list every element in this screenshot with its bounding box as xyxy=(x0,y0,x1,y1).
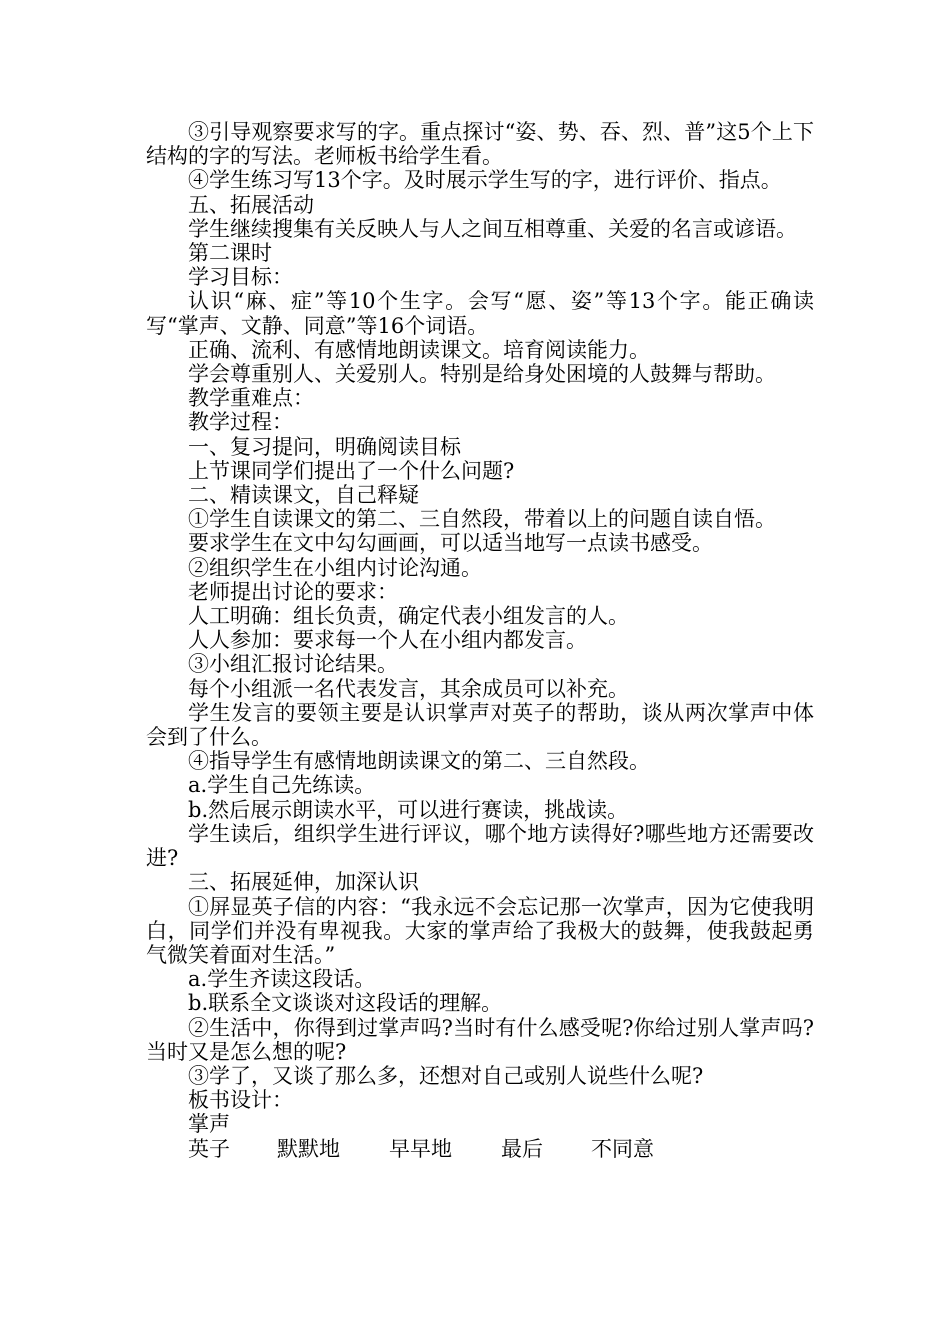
paragraph: ②组织学生在小组内讨论沟通。 xyxy=(188,555,482,580)
paragraph: 学生继续搜集有关反映人与人之间互相尊重、关爱的名言或谚语。 xyxy=(188,216,797,241)
paragraph: ④学生练习写13个字。及时展示学生写的字，进行评价、指点。 xyxy=(188,168,782,193)
board-item: 早早地 xyxy=(389,1136,452,1161)
paragraph: 上节课同学们提出了一个什么问题? xyxy=(188,458,515,483)
paragraph: 要求学生在文中勾勾画画，可以适当地写一点读书感受。 xyxy=(188,531,713,556)
board-item: 不同意 xyxy=(591,1136,654,1161)
paragraph: 老师提出讨论的要求： xyxy=(188,579,398,604)
board-item: 最后 xyxy=(501,1136,543,1161)
paragraph: a.学生自己先练读。 xyxy=(188,773,376,798)
section-heading: 五、拓展活动 xyxy=(188,192,314,217)
paragraph: ①学生自读课文的第二、三自然段，带着以上的问题自读自悟。 xyxy=(188,507,776,532)
board-item: 默默地 xyxy=(277,1136,340,1161)
paragraph: 学会尊重别人、关爱别人。特别是给身处困境的人鼓舞与帮助。 xyxy=(188,362,776,387)
paragraph: ③学了，又谈了那么多，还想对自己或别人说些什么呢? xyxy=(188,1063,704,1088)
section-heading: 一、复习提问，明确阅读目标 xyxy=(188,434,461,459)
paragraph: ③小组汇报讨论结果。 xyxy=(188,652,398,677)
paragraph: 学生读后，组织学生进行评议，哪个地方读得好?哪些地方还需要改进? xyxy=(146,821,814,871)
paragraph: 每个小组派一名代表发言，其余成员可以补充。 xyxy=(188,676,629,701)
paragraph: 人人参加：要求每一个人在小组内都发言。 xyxy=(188,628,587,653)
paragraph: ②生活中，你得到过掌声吗?当时有什么感受呢?你给过别人掌声吗?当时又是怎么想的呢? xyxy=(146,1015,814,1064)
paragraph: b.然后展示朗读水平，可以进行赛读，挑战读。 xyxy=(188,797,629,822)
paragraph: ③引导观察要求写的字。重点探讨“姿、势、吞、烈、普”这5个上下结构的字的写法。老师板书给学生看。 xyxy=(146,120,814,169)
subheading: 学习目标： xyxy=(188,265,293,290)
paragraph: a.学生齐读这段话。 xyxy=(188,967,376,992)
board-design-row xyxy=(146,1137,814,1161)
paragraph: 人工明确：组长负责，确定代表小组发言的人。 xyxy=(188,604,629,629)
board-title: 掌声 xyxy=(188,1112,230,1137)
lesson-heading: 第二课时 xyxy=(188,241,272,266)
paragraph: b.联系全文谈谈对这段话的理解。 xyxy=(188,991,503,1016)
subheading: 教学重难点： xyxy=(188,386,314,411)
paragraph: 正确、流利、有感情地朗读课文。培育阅读能力。 xyxy=(188,337,650,362)
subheading: 板书设计： xyxy=(188,1088,293,1113)
paragraph: 认识“麻、症”等10个生字。会写“愿、姿”等13个字。能正确读写“掌声、文静、同意”等16个词语。 xyxy=(146,289,814,338)
paragraph: ①屏显英子信的内容：“我永远不会忘记那一次掌声，因为它使我明白，同学们并没有卑视我。大家的掌声给了我极大的鼓舞，使我鼓起勇气微笑着面对生活。” xyxy=(146,894,814,967)
subheading: 教学过程： xyxy=(188,410,293,435)
section-heading: 二、精读课文，自己释疑 xyxy=(188,483,419,508)
section-heading: 三、拓展延伸，加深认识 xyxy=(188,870,419,895)
paragraph: 学生发言的要领主要是认识掌声对英子的帮助，谈从两次掌声中体会到了什么。 xyxy=(146,700,814,750)
document-body xyxy=(146,120,814,1161)
paragraph: ④指导学生有感情地朗读课文的第二、三自然段。 xyxy=(188,749,650,774)
board-item: 英子 xyxy=(188,1136,230,1161)
